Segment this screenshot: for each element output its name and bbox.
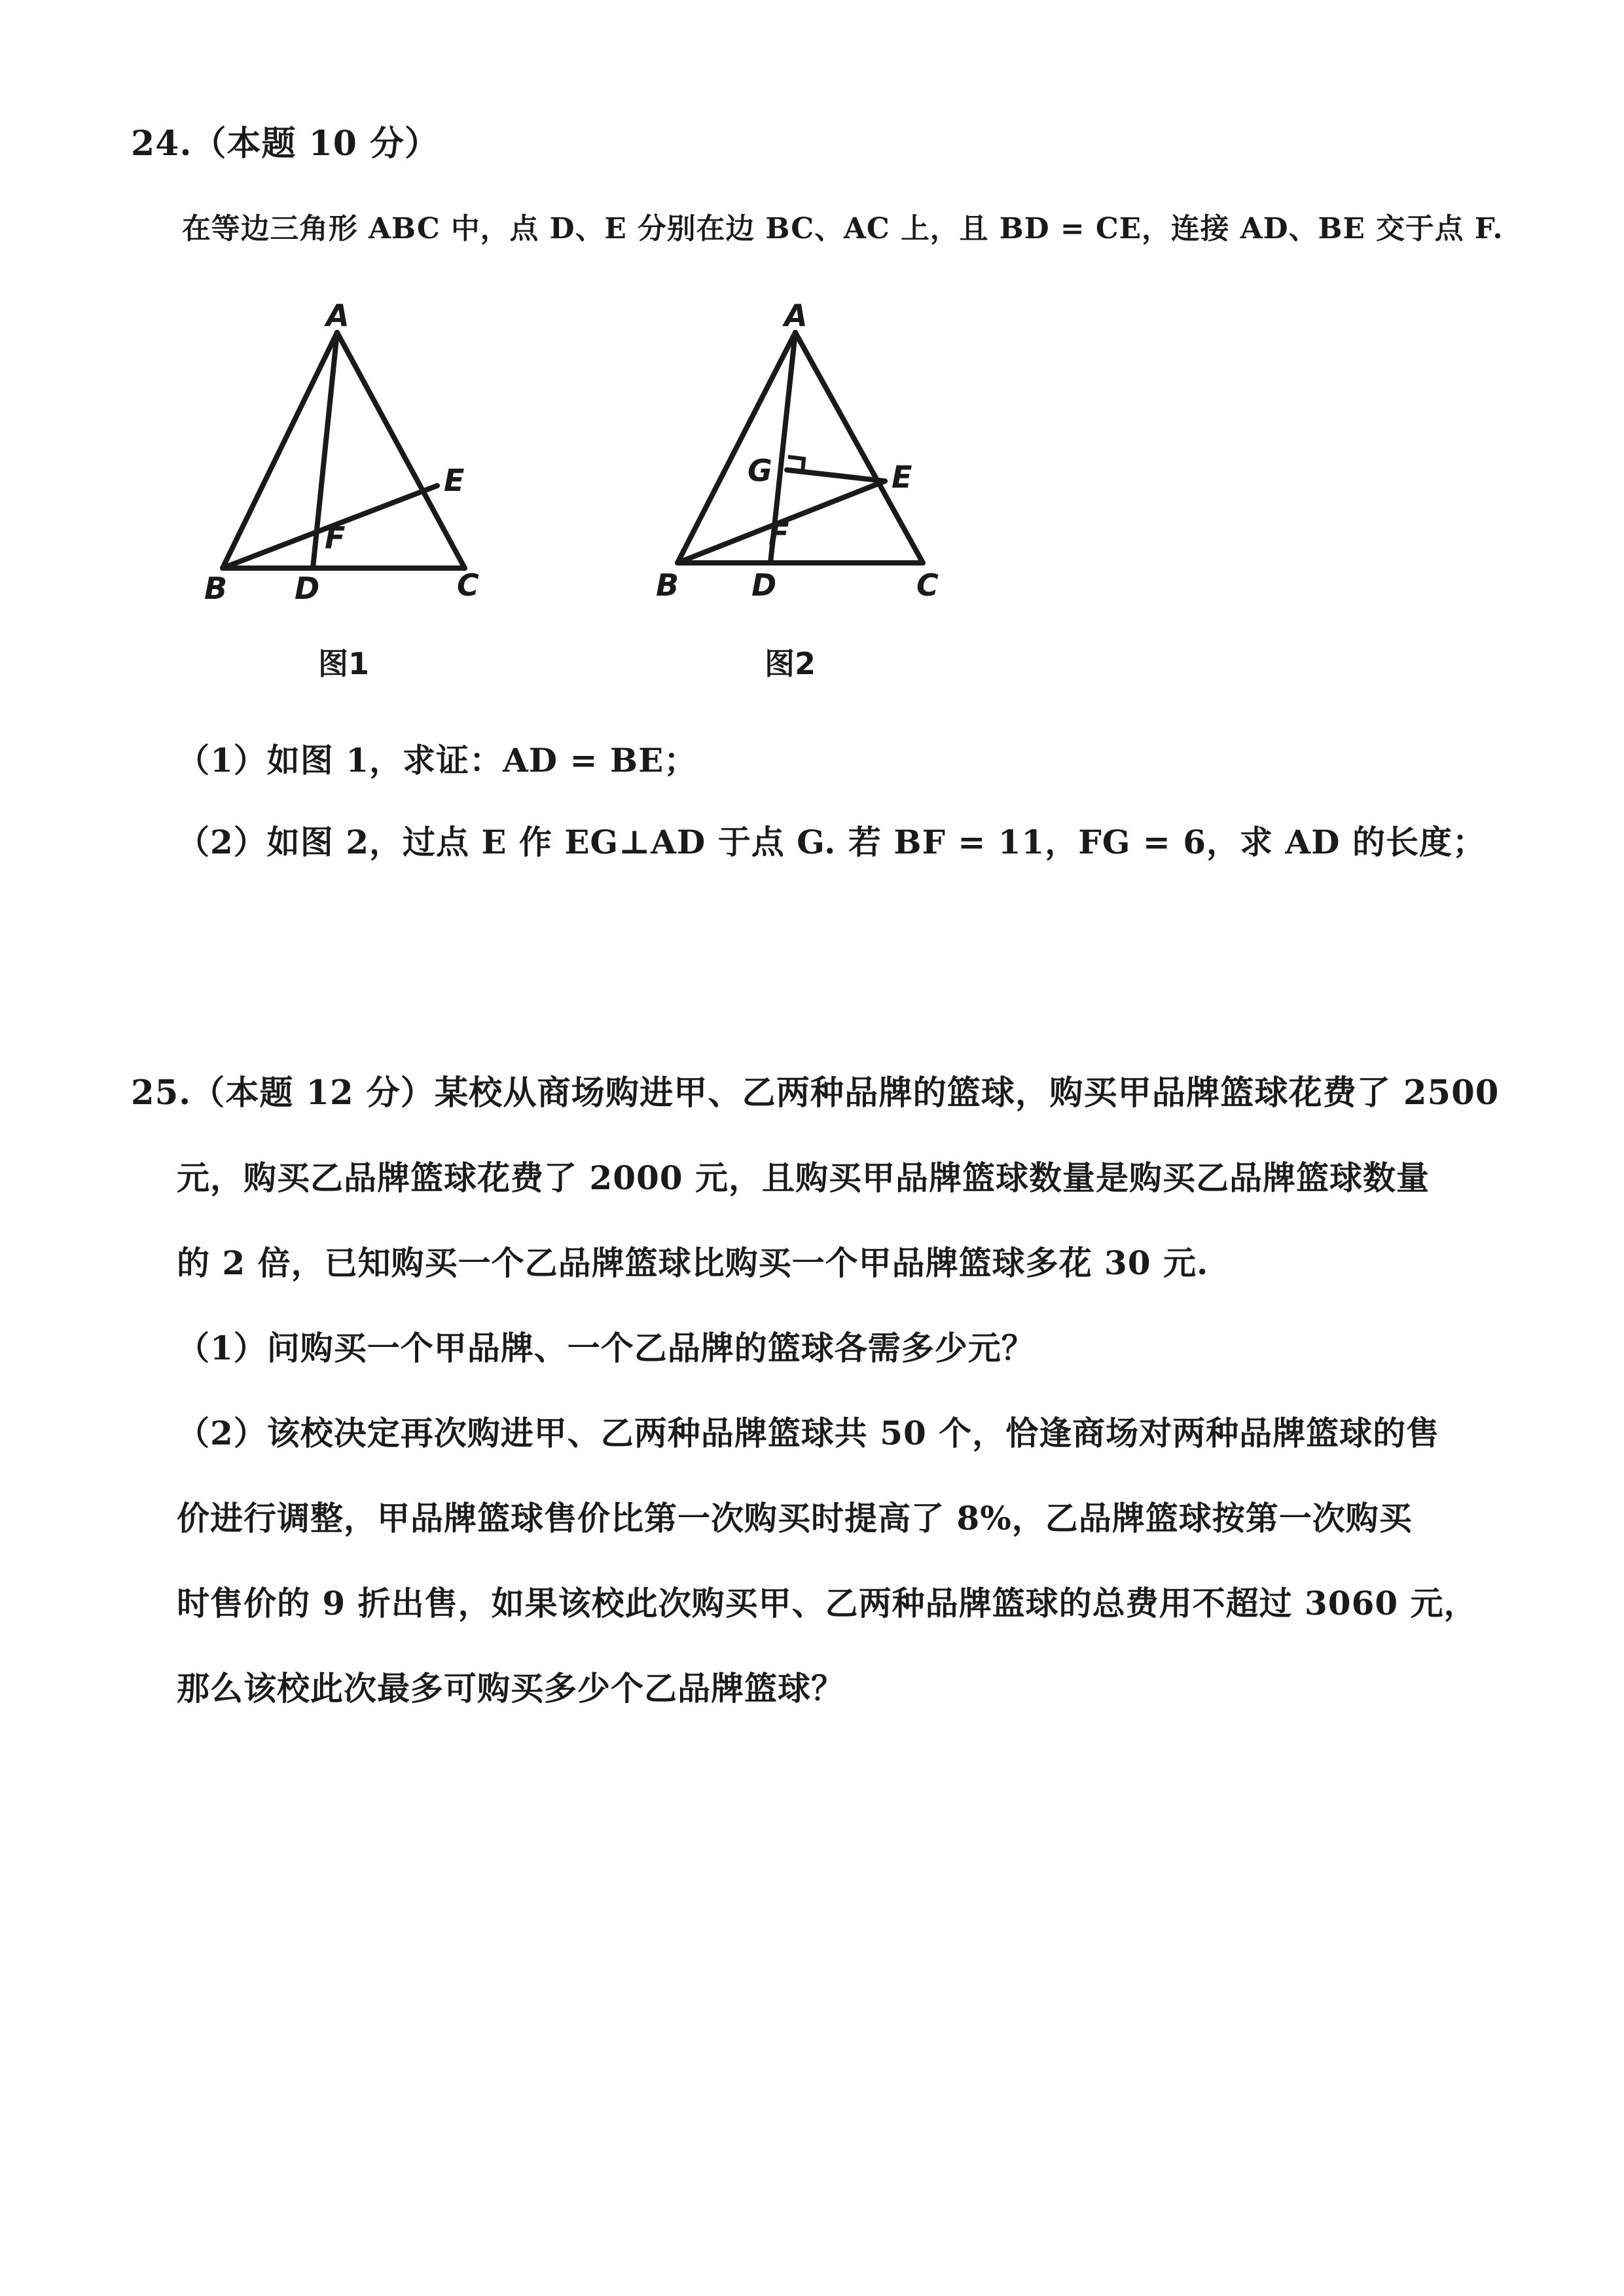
q24-header: 24.（本题 10 分） <box>131 124 440 164</box>
fig1-label-e: E <box>444 463 465 498</box>
fig2-label-f: F <box>768 516 789 552</box>
fig1-label-f: F <box>325 520 346 556</box>
fig1-label-d: D <box>295 571 320 606</box>
q25-part1: （1）问购买一个甲品牌、一个乙品牌的篮球各需多少元？ <box>177 1329 1035 1367</box>
fig1-segment-ac <box>337 332 465 568</box>
q24-part1: （1）如图 1，求证：AD = BE； <box>177 741 698 780</box>
fig2-label-b: B <box>656 567 679 603</box>
q24-stem: 在等边三角形 ABC 中，点 D、E 分别在边 BC、AC 上，且 BD = CE，连接 AD、BE 交于点 F. <box>182 212 1504 245</box>
q25-part2-line2: 价进行调整，甲品牌篮球售价比第一次购买时提高了 8%，乙品牌篮球按第一次购买 <box>177 1499 1413 1537</box>
fig1-label-c: C <box>457 567 479 603</box>
fig1-caption: 图1 <box>318 646 370 681</box>
fig2-label-d: D <box>751 567 777 603</box>
figure-1 <box>196 298 511 694</box>
q25-part2-line1: （2）该校决定再次购进甲、乙两种品牌篮球共 50 个，恰逢商场对两种品牌篮球的售 <box>177 1414 1440 1452</box>
fig2-label-g: G <box>748 453 772 488</box>
q25-line2: 元，购买乙品牌篮球花费了 2000 元，且购买甲品牌篮球数量是购买乙品牌篮球数量 <box>177 1158 1430 1197</box>
fig1-label-a: A <box>326 298 350 333</box>
fig2-label-e: E <box>892 459 912 495</box>
q25-part2-line3: 时售价的 9 折出售，如果该校此次购买甲、乙两种品牌篮球的总费用不超过 3060 元， <box>177 1584 1477 1623</box>
q25-line3: 的 2 倍，已知购买一个乙品牌篮球比购买一个甲品牌篮球多花 30 元. <box>177 1244 1209 1282</box>
fig2-label-a: A <box>784 298 808 333</box>
fig2-label-c: C <box>916 567 939 603</box>
q24-part2: （2）如图 2，过点 E 作 EG⊥AD 于点 G. 若 BF = 11，FG = 6，求 AD 的长度； <box>177 823 1486 861</box>
fig2-caption: 图2 <box>765 646 816 681</box>
q25-line1: 25.（本题 12 分）某校从商场购进甲、乙两种品牌的篮球，购买甲品牌篮球花费了 2500 <box>131 1073 1500 1113</box>
q25-part2-line4: 那么该校此次最多可购买多少个乙品牌篮球？ <box>177 1669 844 1708</box>
figure-2 <box>648 298 962 694</box>
fig1-label-b: B <box>204 571 228 606</box>
fig2-segment-ac <box>795 332 923 563</box>
